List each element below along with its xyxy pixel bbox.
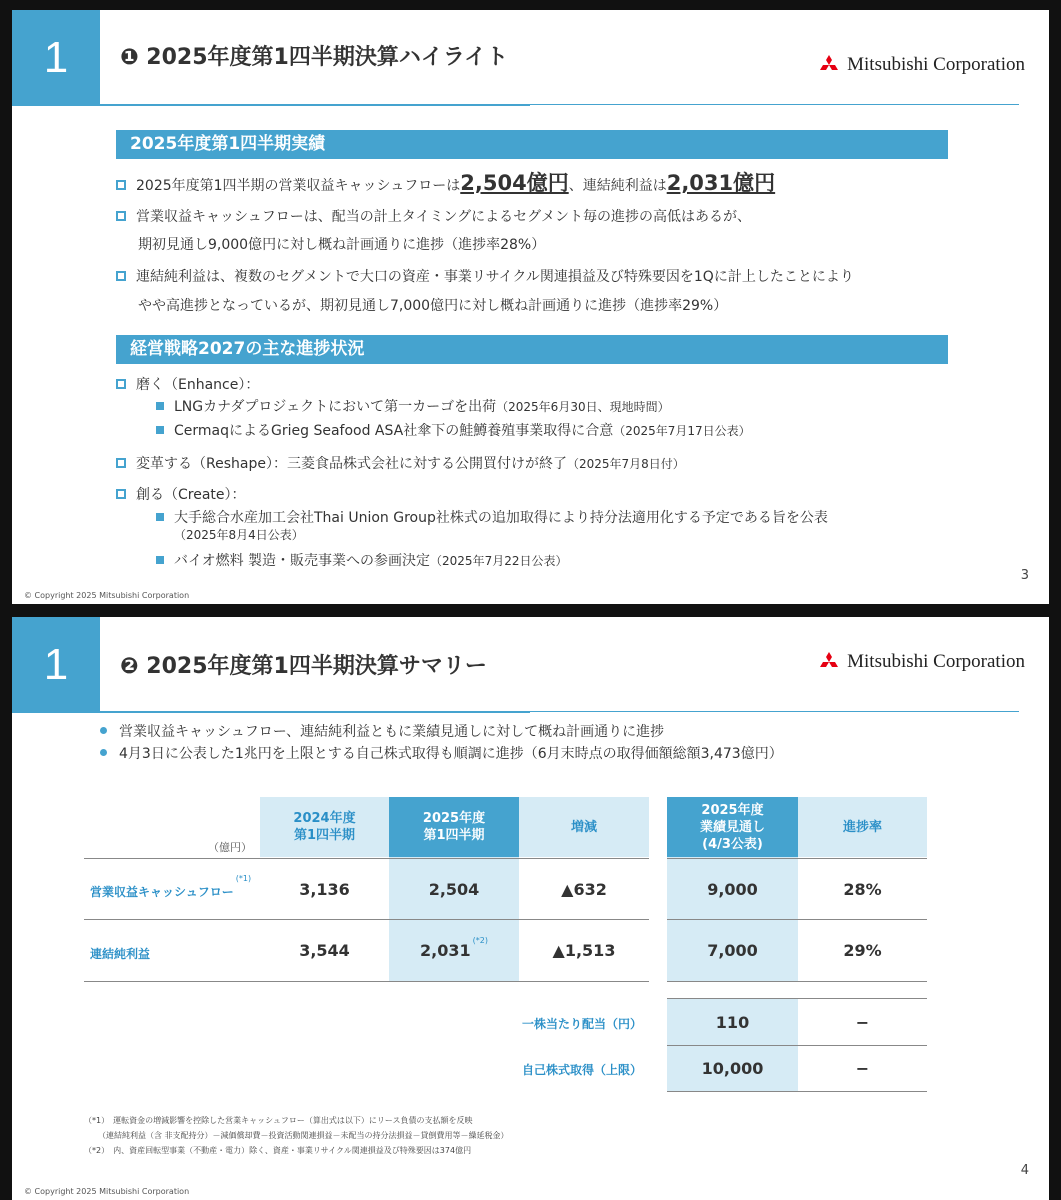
text: 2024年度 <box>293 811 356 826</box>
chapter-number: 1 <box>12 617 100 713</box>
bullet-net-income-progress-2: やや高進捗となっているが、期初見通し7,000億円に対し概ね計画通りに進捗（進捗率29%） <box>138 298 728 314</box>
bullet-reshape <box>116 453 685 473</box>
text: 大手総合水産加工会社Thai Union Group社株式の追加取得により持分法適用化する予定である旨を公表 <box>174 510 828 526</box>
col-header-curr <box>389 797 519 857</box>
text: 営業収益キャッシュフローは、配当の計上タイミングによるセグメント毎の進捗の高低はあるが、 <box>136 209 752 225</box>
text: 2025年度第1四半期の営業収益キャッシュフローは <box>136 178 461 194</box>
bullet-results-summary <box>116 167 775 197</box>
footnote-2: （*2） 内、資産回転型事業（不動産・電力）除く、資産・事業リサイクル関連損益及び特殊要因は374億円 <box>84 1146 472 1155</box>
title-underline-thin <box>530 104 1019 105</box>
copyright: © Copyright 2025 Mitsubishi Corporation <box>24 591 190 600</box>
page-number: 3 <box>1020 568 1029 583</box>
chapter-number: 1 <box>12 10 100 106</box>
net-income-rate: 29% <box>843 941 882 960</box>
bullet-progress <box>100 721 664 741</box>
col-header-rate: 進捗率 <box>842 819 882 835</box>
footnote-marker: (*1) <box>235 874 252 883</box>
net-income-forecast: 7,000 <box>707 941 758 960</box>
square-bullet-icon <box>116 211 126 221</box>
slide-summary <box>12 617 1049 1200</box>
sub-bullet-cermaq <box>156 420 751 440</box>
col-header-diff: 増減 <box>570 819 597 835</box>
text: 創る（Create）： <box>136 487 246 503</box>
page-number: 4 <box>1020 1163 1029 1178</box>
text: 営業収益キャッシュフロー <box>90 885 234 899</box>
square-bullet-icon <box>116 180 126 190</box>
title-underline <box>100 104 530 106</box>
footnote-marker: (*2) <box>472 936 488 945</box>
company-logo <box>818 54 1025 76</box>
sub-bullet-biofuel <box>156 550 567 570</box>
title-underline <box>100 711 530 713</box>
section-header-strategy: 経営戦略2027の主な進捗状況 <box>116 335 948 364</box>
filled-square-icon <box>156 513 164 521</box>
slide-title: ❶ 2025年度第1四半期決算ハイライト <box>120 45 509 70</box>
bullet-create <box>116 484 246 504</box>
three-diamonds-icon <box>818 652 840 672</box>
divider <box>667 1091 927 1092</box>
col-header-prev <box>260 797 389 857</box>
three-diamonds-icon <box>818 55 840 75</box>
date: （2025年7月17日公表） <box>613 424 751 438</box>
title-underline-thin <box>530 711 1019 712</box>
buyback-label: 自己株式取得（上限） <box>521 1063 642 1077</box>
text: バイオ燃料 製造・販売事業への参画決定 <box>174 553 431 569</box>
net-income-diff: ▲1,513 <box>552 941 616 960</box>
buyback-rate: − <box>855 1059 870 1078</box>
dot-bullet-icon <box>100 727 107 734</box>
square-bullet-icon <box>116 379 126 389</box>
company-logo <box>818 651 1025 673</box>
copyright: © Copyright 2025 Mitsubishi Corporation <box>24 1187 190 1196</box>
slide-highlights <box>12 10 1049 604</box>
text: (4/3公表) <box>702 836 763 852</box>
dividend-label: 一株当たり配当（円） <box>521 1017 642 1031</box>
thai-union-date: （2025年8月4日公表） <box>174 528 304 542</box>
section-header-results: 2025年度第1四半期実績 <box>116 130 948 159</box>
dividend-value: 110 <box>715 1012 750 1032</box>
cashflow-diff: ▲632 <box>561 879 607 899</box>
text: 2,031 <box>420 941 471 960</box>
logo-text: Mitsubishi Corporation <box>847 651 1025 672</box>
text: 2025年度 <box>422 811 486 826</box>
text: 第1四半期 <box>423 828 485 843</box>
slide-title: ❷ 2025年度第1四半期決算サマリー <box>120 654 487 679</box>
text: 、連結純利益は <box>568 178 667 194</box>
cashflow-value: 2,504億円 <box>460 171 569 195</box>
cashflow-prev: 3,136 <box>299 879 350 899</box>
footnote-1-formula: （連結純利益（含 非支配持分）－減価償却費－投資活動関連損益－未配当の持分法損益－貸倒費用等－繰延税金） <box>98 1131 509 1140</box>
row-label-net-income: 連結純利益 <box>90 947 151 961</box>
logo-text: Mitsubishi Corporation <box>847 54 1025 75</box>
date: （2025年7月22日公表） <box>430 554 568 568</box>
net-income-prev: 3,544 <box>299 941 350 960</box>
square-bullet-icon <box>116 271 126 281</box>
bullet-cashflow-progress-2: 期初見通し9,000億円に対し概ね計画通りに進捗（進捗率28%） <box>138 237 546 253</box>
square-bullet-icon <box>116 458 126 468</box>
square-bullet-icon <box>116 489 126 499</box>
bullet-enhance <box>116 374 259 394</box>
bullet-cashflow-progress <box>116 206 751 226</box>
text: 連結純利益は、複数のセグメントで大口の資産・事業リサイクル関連損益及び特殊要因を1Qに計上したことにより <box>136 269 854 285</box>
text: 変革する（Reshape）：三菱食品株式会社に対する公開買付けが終了 <box>136 456 567 472</box>
row-label-cashflow <box>90 874 252 900</box>
cashflow-forecast: 9,000 <box>707 879 758 899</box>
net-income-value: 2,031億円 <box>666 171 776 195</box>
bullet-buyback <box>100 743 783 763</box>
divider <box>667 981 927 982</box>
net-income-curr <box>389 920 519 981</box>
dot-bullet-icon <box>100 749 107 756</box>
buyback-value: 10,000 <box>701 1059 764 1078</box>
text: LNGカナダプロジェクトにおいて第一カーゴを出荷 <box>174 399 497 415</box>
text: 2025年度 <box>701 802 764 818</box>
date: （2025年7月8日付） <box>566 457 685 471</box>
col-header-forecast <box>667 797 798 857</box>
divider <box>84 981 649 982</box>
text: 営業収益キャッシュフロー、連結純利益ともに業績見通しに対して概ね計画通りに進捗 <box>119 724 665 740</box>
unit-label: （億円） <box>208 841 252 854</box>
sub-bullet-thai-union <box>156 507 828 527</box>
text: 磨く（Enhance）： <box>136 377 260 393</box>
bullet-net-income-progress <box>116 266 854 286</box>
filled-square-icon <box>156 402 164 410</box>
text: 業績見通し <box>699 819 765 835</box>
text: 4月3日に公表した1兆円を上限とする自己株式取得も順調に進捗（6月末時点の取得価額総額3,473億円） <box>119 746 783 762</box>
date: （2025年6月30日、現地時間） <box>496 400 670 414</box>
footnote-1: （*1） 運転資金の増減影響を控除した営業キャッシュフロー（算出式は以下）にリース負債の支払額を反映 <box>84 1116 473 1125</box>
sub-bullet-lng <box>156 396 670 416</box>
text: CermaqによるGrieg Seafood ASA社傘下の鮭鱒養殖事業取得に合意 <box>174 423 614 439</box>
dividend-rate: − <box>855 1012 870 1032</box>
cashflow-rate: 28% <box>843 879 882 899</box>
text: 第1四半期 <box>293 828 356 843</box>
filled-square-icon <box>156 556 164 564</box>
filled-square-icon <box>156 426 164 434</box>
cashflow-curr: 2,504 <box>428 879 480 899</box>
